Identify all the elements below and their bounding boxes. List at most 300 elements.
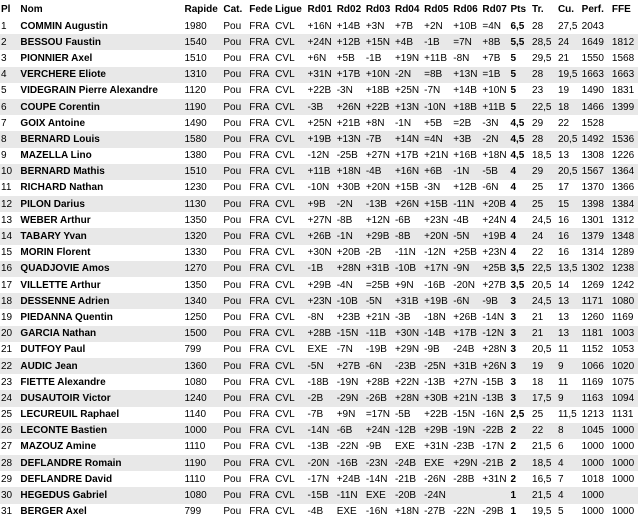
col-cat-cell: Pou bbox=[222, 115, 248, 131]
col-cat-cell: Pou bbox=[222, 261, 248, 277]
col-rd03-cell: =17N bbox=[365, 407, 394, 423]
col-tr-cell: 21,5 bbox=[531, 439, 557, 455]
col-cat-cell: Pou bbox=[222, 245, 248, 261]
col-pl-cell: 24 bbox=[0, 390, 19, 406]
col-rd05-cell: -13B bbox=[423, 374, 452, 390]
col-pts-cell: 3 bbox=[509, 309, 531, 325]
col-rd02-cell: +24B bbox=[336, 471, 365, 487]
col-rd03-cell: =25B bbox=[365, 277, 394, 293]
col-rd03-cell: -7B bbox=[365, 131, 394, 147]
col-ffe-cell: 1003 bbox=[611, 326, 638, 342]
col-tr-cell: 28 bbox=[531, 131, 557, 147]
table-body bbox=[0, 18, 638, 520]
col-tr-cell: 25 bbox=[531, 180, 557, 196]
col-pl-cell: 30 bbox=[0, 487, 19, 503]
col-rd03-cell: -6N bbox=[365, 358, 394, 374]
col-rd01-cell: +24N bbox=[307, 34, 336, 50]
col-rd02-cell: +26N bbox=[336, 99, 365, 115]
col-rd05-cell: =4N bbox=[423, 131, 452, 147]
col-cat-cell: Pou bbox=[222, 439, 248, 455]
col-rd02-cell: -6B bbox=[336, 423, 365, 439]
col-ffe-cell: 1663 bbox=[611, 67, 638, 83]
table-row bbox=[0, 455, 638, 471]
col-rd06-cell: =7N bbox=[452, 34, 481, 50]
col-rd04-cell: EXE bbox=[394, 439, 423, 455]
table-row bbox=[0, 148, 638, 164]
col-ffe-cell: 1080 bbox=[611, 293, 638, 309]
col-tr-cell: 20,5 bbox=[531, 342, 557, 358]
col-rapide-cell: 1490 bbox=[184, 115, 223, 131]
col-ligue-cell: CVL bbox=[274, 18, 306, 34]
col-perf-cell: 1018 bbox=[581, 471, 611, 487]
col-cat-cell: Pou bbox=[222, 390, 248, 406]
col-nom-cell: WEBER Arthur bbox=[19, 212, 183, 228]
col-perf-cell: 1490 bbox=[581, 83, 611, 99]
col-cat-cell: Pou bbox=[222, 309, 248, 325]
col-pts-cell: 4,5 bbox=[509, 131, 531, 147]
col-rd01-cell: -17N bbox=[307, 471, 336, 487]
col-rd03-cell: +20N bbox=[365, 180, 394, 196]
table-row bbox=[0, 407, 638, 423]
col-pts-cell: 4 bbox=[509, 228, 531, 244]
col-rd07-cell: +28N bbox=[481, 342, 509, 358]
col-tr-cell: 23 bbox=[531, 83, 557, 99]
col-tr-cell: 18 bbox=[531, 374, 557, 390]
col-pl-cell: 7 bbox=[0, 115, 19, 131]
col-rd07-cell: +26N bbox=[481, 358, 509, 374]
col-ligue-cell: CVL bbox=[274, 326, 306, 342]
col-cat-cell: Pou bbox=[222, 67, 248, 83]
col-fede-cell: FRA bbox=[248, 471, 274, 487]
col-rd02-cell: -3N bbox=[336, 83, 365, 99]
col-rd02-cell: -22N bbox=[336, 439, 365, 455]
col-rapide-header: Rapide bbox=[184, 3, 218, 15]
col-ffe-cell: 1000 bbox=[611, 423, 638, 439]
col-perf-cell: 1550 bbox=[581, 50, 611, 66]
col-rd07-cell: +11B bbox=[481, 99, 509, 115]
table-row bbox=[0, 504, 638, 520]
col-nom-cell: DUSAUTOIR Victor bbox=[19, 390, 183, 406]
col-rd07-cell: -16N bbox=[481, 407, 509, 423]
col-perf-cell: 1269 bbox=[581, 277, 611, 293]
col-pl-cell: 21 bbox=[0, 342, 19, 358]
col-rd04-cell: +15B bbox=[394, 180, 423, 196]
col-cu-cell: 4 bbox=[557, 455, 581, 471]
col-fede-cell: FRA bbox=[248, 18, 274, 34]
col-fede-cell: FRA bbox=[248, 245, 274, 261]
col-nom-cell: BESSOU Faustin bbox=[19, 34, 183, 50]
col-rd01-cell: -2B bbox=[307, 390, 336, 406]
col-perf-cell: 1492 bbox=[581, 131, 611, 147]
col-cat-cell: Pou bbox=[222, 277, 248, 293]
col-pts-cell: 6,5 bbox=[509, 18, 531, 34]
col-rd04-cell: +25N bbox=[394, 83, 423, 99]
col-rd07-cell: +31N bbox=[481, 471, 509, 487]
col-rd04-cell: +31B bbox=[394, 293, 423, 309]
col-rd03-cell: +12N bbox=[365, 212, 394, 228]
col-ligue-cell: CVL bbox=[274, 277, 306, 293]
col-rd02-cell: -25B bbox=[336, 148, 365, 164]
col-ffe-cell: 1348 bbox=[611, 228, 638, 244]
col-perf-cell: 1163 bbox=[581, 390, 611, 406]
col-rd06-cell: -20N bbox=[452, 277, 481, 293]
col-ffe-cell: 1020 bbox=[611, 358, 638, 374]
col-rd07-cell: +24N bbox=[481, 212, 509, 228]
col-pl-cell: 6 bbox=[0, 99, 19, 115]
col-pts-cell: 4 bbox=[509, 180, 531, 196]
col-rd07-cell: +8B bbox=[481, 34, 509, 50]
col-rd04-cell: +7B bbox=[394, 18, 423, 34]
col-rapide-cell: 1190 bbox=[184, 455, 223, 471]
table-row bbox=[0, 245, 638, 261]
col-rd07-cell: -21B bbox=[481, 455, 509, 471]
col-rapide-cell: 1270 bbox=[184, 261, 223, 277]
col-rd06-cell: -11N bbox=[452, 196, 481, 212]
col-ligue-cell: CVL bbox=[274, 342, 306, 358]
col-tr-cell: 28,5 bbox=[531, 34, 557, 50]
col-fede-cell: FRA bbox=[248, 34, 274, 50]
col-rapide-cell: 1540 bbox=[184, 34, 223, 50]
col-perf-cell: 1260 bbox=[581, 309, 611, 325]
col-rd02-cell: +5B bbox=[336, 50, 365, 66]
col-ffe-cell: 1000 bbox=[611, 455, 638, 471]
col-rd05-cell: -18N bbox=[423, 309, 452, 325]
col-ligue-cell: CVL bbox=[274, 131, 306, 147]
col-perf-cell: 1213 bbox=[581, 407, 611, 423]
col-pts-cell: 4,5 bbox=[509, 115, 531, 131]
col-tr-cell: 19 bbox=[531, 358, 557, 374]
col-pl-cell: 28 bbox=[0, 455, 19, 471]
col-rapide-cell: 1250 bbox=[184, 309, 223, 325]
col-cat-cell: Pou bbox=[222, 407, 248, 423]
col-fede-cell: FRA bbox=[248, 423, 274, 439]
col-cu-cell: 6 bbox=[557, 439, 581, 455]
col-rd05-cell: -16B bbox=[423, 277, 452, 293]
col-pts-cell: 3 bbox=[509, 326, 531, 342]
col-tr-cell: 22,5 bbox=[531, 99, 557, 115]
col-ffe-cell: 1131 bbox=[611, 407, 638, 423]
col-nom-cell: RICHARD Nathan bbox=[19, 180, 183, 196]
col-ligue-cell: CVL bbox=[274, 487, 306, 503]
col-rd01-cell: -10N bbox=[307, 180, 336, 196]
col-rd05-header: Rd05 bbox=[424, 3, 449, 15]
col-rd02-cell: +28N bbox=[336, 261, 365, 277]
col-rd02-cell: +9N bbox=[336, 407, 365, 423]
table-row bbox=[0, 228, 638, 244]
col-ffe-cell: 1312 bbox=[611, 212, 638, 228]
col-rd04-cell: -5B bbox=[394, 407, 423, 423]
col-tr-cell: 29 bbox=[531, 115, 557, 131]
col-fede-cell: FRA bbox=[248, 374, 274, 390]
col-rd02-cell: +21B bbox=[336, 115, 365, 131]
table-row bbox=[0, 67, 638, 83]
col-rd02-cell: -8B bbox=[336, 212, 365, 228]
col-rd06-cell: +10B bbox=[452, 18, 481, 34]
header-row bbox=[0, 0, 638, 18]
col-ffe-cell: 1075 bbox=[611, 374, 638, 390]
col-nom-cell: VIDEGRAIN Pierre Alexandre bbox=[19, 83, 183, 99]
col-fede-cell: FRA bbox=[248, 390, 274, 406]
col-rd05-cell: -26N bbox=[423, 471, 452, 487]
col-pts-cell: 5 bbox=[509, 99, 531, 115]
col-fede-cell: FRA bbox=[248, 67, 274, 83]
col-ligue-cell: CVL bbox=[274, 245, 306, 261]
col-rapide-cell: 1310 bbox=[184, 67, 223, 83]
col-tr-cell: 25 bbox=[531, 196, 557, 212]
col-rd02-cell: +13N bbox=[336, 131, 365, 147]
col-cat-cell: Pou bbox=[222, 196, 248, 212]
col-tr-cell: 24,5 bbox=[531, 212, 557, 228]
col-rd01-cell: +11B bbox=[307, 164, 336, 180]
col-pts-cell: 2 bbox=[509, 471, 531, 487]
col-pl-cell: 29 bbox=[0, 471, 19, 487]
col-fede-cell: FRA bbox=[248, 261, 274, 277]
col-rd07-cell: -2N bbox=[481, 131, 509, 147]
col-cu-cell: 21 bbox=[557, 50, 581, 66]
col-fede-header: Fede bbox=[249, 3, 273, 15]
col-pl-cell: 4 bbox=[0, 67, 19, 83]
col-perf-cell: 1314 bbox=[581, 245, 611, 261]
col-rd02-cell: +30B bbox=[336, 180, 365, 196]
col-rd02-cell: -19N bbox=[336, 374, 365, 390]
col-rapide-cell: 1980 bbox=[184, 18, 223, 34]
col-ligue-cell: CVL bbox=[274, 407, 306, 423]
col-rd01-cell: +28B bbox=[307, 326, 336, 342]
col-rd07-cell: -9B bbox=[481, 293, 509, 309]
table-row bbox=[0, 261, 638, 277]
col-rd03-cell: +15N bbox=[365, 34, 394, 50]
col-ffe-cell: 1384 bbox=[611, 196, 638, 212]
col-cu-cell: 13 bbox=[557, 326, 581, 342]
col-rd07-cell: +23N bbox=[481, 245, 509, 261]
col-rd04-cell: -23B bbox=[394, 358, 423, 374]
col-rd05-cell: -25N bbox=[423, 358, 452, 374]
col-fede-cell: FRA bbox=[248, 228, 274, 244]
col-rd02-cell: -11N bbox=[336, 487, 365, 503]
col-rd01-cell: -7B bbox=[307, 407, 336, 423]
col-cat-cell: Pou bbox=[222, 374, 248, 390]
col-ffe-cell: 1000 bbox=[611, 504, 638, 520]
col-tr-cell: 18,5 bbox=[531, 455, 557, 471]
col-cu-cell: 9 bbox=[557, 390, 581, 406]
col-tr-cell: 19,5 bbox=[531, 504, 557, 520]
col-pl-cell: 3 bbox=[0, 50, 19, 66]
col-rapide-cell: 1110 bbox=[184, 439, 223, 455]
col-ffe-cell: 1366 bbox=[611, 180, 638, 196]
col-cu-cell: 19 bbox=[557, 83, 581, 99]
col-fede-cell: FRA bbox=[248, 407, 274, 423]
table-row bbox=[0, 342, 638, 358]
col-rd05-cell: -1B bbox=[423, 34, 452, 50]
col-ligue-cell: CVL bbox=[274, 471, 306, 487]
col-rd07-cell: =4N bbox=[481, 18, 509, 34]
col-pl-cell: 9 bbox=[0, 148, 19, 164]
col-rd01-cell: -20N bbox=[307, 455, 336, 471]
col-rd05-cell: +11B bbox=[423, 50, 452, 66]
col-fede-cell: FRA bbox=[248, 164, 274, 180]
col-rd05-cell: +21N bbox=[423, 148, 452, 164]
col-rd07-cell: -5B bbox=[481, 164, 509, 180]
col-rd02-cell: +27B bbox=[336, 358, 365, 374]
col-rd01-cell: +30N bbox=[307, 245, 336, 261]
col-fede-cell: FRA bbox=[248, 212, 274, 228]
col-rd04-cell: -24B bbox=[394, 455, 423, 471]
col-perf-cell: 1649 bbox=[581, 34, 611, 50]
col-pl-cell: 16 bbox=[0, 261, 19, 277]
col-rd03-cell: -2B bbox=[365, 245, 394, 261]
col-pl-cell: 23 bbox=[0, 374, 19, 390]
col-rd01-cell: +31N bbox=[307, 67, 336, 83]
col-rd03-cell: EXE bbox=[365, 487, 394, 503]
col-perf-cell: 1308 bbox=[581, 148, 611, 164]
col-pl-cell: 26 bbox=[0, 423, 19, 439]
table-row bbox=[0, 164, 638, 180]
col-fede-cell: FRA bbox=[248, 504, 274, 520]
col-cat-cell: Pou bbox=[222, 228, 248, 244]
col-nom-cell: DEFLANDRE David bbox=[19, 471, 183, 487]
col-rd01-header: Rd01 bbox=[307, 3, 332, 15]
table-row bbox=[0, 277, 638, 293]
table-row bbox=[0, 374, 638, 390]
col-rd05-cell: -12N bbox=[423, 245, 452, 261]
col-nom-cell: COMMIN Augustin bbox=[19, 18, 183, 34]
col-pl-cell: 10 bbox=[0, 164, 19, 180]
col-rd06-cell: +17B bbox=[452, 326, 481, 342]
col-tr-cell: 18,5 bbox=[531, 148, 557, 164]
col-ligue-cell: CVL bbox=[274, 439, 306, 455]
col-rd04-cell: -6B bbox=[394, 212, 423, 228]
col-ligue-cell: CVL bbox=[274, 67, 306, 83]
col-cat-cell: Pou bbox=[222, 148, 248, 164]
col-ffe-cell: 1536 bbox=[611, 131, 638, 147]
col-cu-cell: 20,5 bbox=[557, 164, 581, 180]
col-rd05-cell: -27B bbox=[423, 504, 452, 520]
col-tr-cell: 25 bbox=[531, 407, 557, 423]
col-cat-cell: Pou bbox=[222, 18, 248, 34]
col-rd06-cell: +27N bbox=[452, 374, 481, 390]
col-rapide-cell: 1130 bbox=[184, 196, 223, 212]
col-ligue-cell: CVL bbox=[274, 504, 306, 520]
col-rd01-cell: +22B bbox=[307, 83, 336, 99]
col-cu-cell: 11,5 bbox=[557, 407, 581, 423]
col-pts-cell: 5 bbox=[509, 83, 531, 99]
table-row bbox=[0, 212, 638, 228]
col-pl-cell: 31 bbox=[0, 504, 19, 520]
col-perf-cell: 1663 bbox=[581, 67, 611, 83]
col-rd05-cell: EXE bbox=[423, 455, 452, 471]
col-rd05-cell: +30B bbox=[423, 390, 452, 406]
col-perf-cell: 1000 bbox=[581, 439, 611, 455]
col-rd07-cell: -6N bbox=[481, 180, 509, 196]
col-cat-header: Cat. bbox=[223, 3, 243, 15]
col-nom-cell: LECUREUIL Raphael bbox=[19, 407, 183, 423]
col-rd06-cell: -19N bbox=[452, 423, 481, 439]
col-cu-cell: 16 bbox=[557, 245, 581, 261]
col-nom-cell: QUADJOVIE Amos bbox=[19, 261, 183, 277]
col-tr-cell: 28 bbox=[531, 67, 557, 83]
col-rd02-cell: -10B bbox=[336, 293, 365, 309]
col-rd06-cell: -22N bbox=[452, 504, 481, 520]
col-pts-cell: 3,5 bbox=[509, 277, 531, 293]
col-perf-cell: 2043 bbox=[581, 18, 611, 34]
table-row bbox=[0, 358, 638, 374]
col-pts-cell: 2 bbox=[509, 439, 531, 455]
col-rd05-cell: +20N bbox=[423, 228, 452, 244]
col-rd01-cell: EXE bbox=[307, 342, 336, 358]
col-rd03-cell: +3N bbox=[365, 18, 394, 34]
col-rd04-cell: +26N bbox=[394, 196, 423, 212]
col-fede-cell: FRA bbox=[248, 439, 274, 455]
col-pl-cell: 13 bbox=[0, 212, 19, 228]
col-rd06-cell: +16B bbox=[452, 148, 481, 164]
table-row bbox=[0, 487, 638, 503]
col-rd01-cell: +16N bbox=[307, 18, 336, 34]
col-rd07-cell: +10N bbox=[481, 83, 509, 99]
col-tr-cell: 21,5 bbox=[531, 487, 557, 503]
table-row bbox=[0, 131, 638, 147]
col-rd02-cell: EXE bbox=[336, 504, 365, 520]
col-pts-cell: 3 bbox=[509, 358, 531, 374]
col-rd04-cell: -3B bbox=[394, 309, 423, 325]
col-rd01-cell: -5N bbox=[307, 358, 336, 374]
col-cat-cell: Pou bbox=[222, 164, 248, 180]
col-perf-cell: 1000 bbox=[581, 504, 611, 520]
col-rd06-cell: =2B bbox=[452, 115, 481, 131]
col-rd03-cell: -19B bbox=[365, 342, 394, 358]
col-ffe-cell: 1169 bbox=[611, 309, 638, 325]
col-cu-cell: 13 bbox=[557, 293, 581, 309]
col-ligue-cell: CVL bbox=[274, 261, 306, 277]
col-nom-cell: DEFLANDRE Romain bbox=[19, 455, 183, 471]
col-ligue-cell: CVL bbox=[274, 83, 306, 99]
col-rd05-cell: +29B bbox=[423, 423, 452, 439]
col-rd05-cell: +19B bbox=[423, 293, 452, 309]
col-nom-cell: BERNARD Louis bbox=[19, 131, 183, 147]
col-rd04-cell: +28N bbox=[394, 390, 423, 406]
col-nom-cell: DESSENNE Adrien bbox=[19, 293, 183, 309]
col-cat-cell: Pou bbox=[222, 487, 248, 503]
col-ffe-cell: 1831 bbox=[611, 83, 638, 99]
col-pts-cell: 3 bbox=[509, 342, 531, 358]
col-rd01-cell: +19B bbox=[307, 131, 336, 147]
col-rd06-cell: +13N bbox=[452, 67, 481, 83]
col-rd06-header: Rd06 bbox=[453, 3, 478, 15]
table-row bbox=[0, 50, 638, 66]
col-pts-cell: 2 bbox=[509, 455, 531, 471]
table-row bbox=[0, 34, 638, 50]
col-rapide-cell: 1080 bbox=[184, 487, 223, 503]
col-rd03-cell: +18B bbox=[365, 83, 394, 99]
col-rd04-cell: -11N bbox=[394, 245, 423, 261]
col-rd07-cell: +20B bbox=[481, 196, 509, 212]
col-rd04-cell: +16N bbox=[394, 164, 423, 180]
col-pts-cell: 5 bbox=[509, 50, 531, 66]
col-rd05-cell: +6B bbox=[423, 164, 452, 180]
col-cat-cell: Pou bbox=[222, 34, 248, 50]
col-rd03-cell: +29B bbox=[365, 228, 394, 244]
col-rd02-cell: +23B bbox=[336, 309, 365, 325]
col-rapide-cell: 1000 bbox=[184, 423, 223, 439]
col-rd07-cell: -29B bbox=[481, 504, 509, 520]
col-ffe-cell: 1568 bbox=[611, 50, 638, 66]
col-ligue-cell: CVL bbox=[274, 390, 306, 406]
col-rd05-cell: +5B bbox=[423, 115, 452, 131]
col-nom-cell: FIETTE Alexandre bbox=[19, 374, 183, 390]
col-rd06-cell: +25B bbox=[452, 245, 481, 261]
col-ffe-cell: 1000 bbox=[611, 439, 638, 455]
col-rd07-cell: +19B bbox=[481, 228, 509, 244]
col-nom-cell: GARCIA Nathan bbox=[19, 326, 183, 342]
